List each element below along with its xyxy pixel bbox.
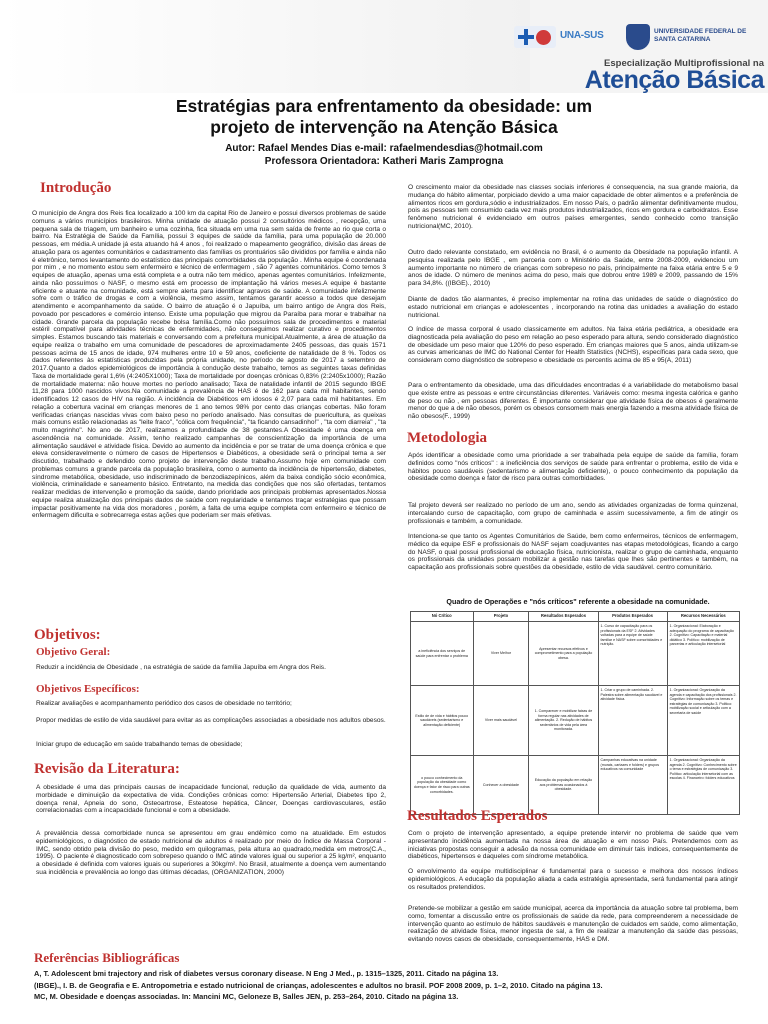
table-header-row (411, 612, 740, 622)
specific-objective-item: Propor medidas de estilo de vida saudável para evitar as as complicações associadas a obesidade nos adultos obesos. (36, 717, 386, 724)
table-cell: o pouco conhecimento da população da obesidade como doença e fator de risco para outras comorbidades. (411, 756, 474, 815)
table-cell: 1. Organizacional: Elaboração e adequação do programa de capacitação 2. Cognitivo: Capacitação e material didático 3. Político: mobilização de parcerias e articulação intersetorial (667, 622, 739, 686)
unasus-logo-text: UNA-SUS (560, 30, 604, 41)
right-paragraph: Outro dado relevante constatado, em evidência no Brasil, é o aumento da Obesidade na população infantil. A pesquisa realizada pelo IBGE , em parceria com o Ministério da Saúde, entre 2008-2009, evidenciou um aumento importante no número de crianças com sobrepeso no país, principalmente na faixa etária entre 5 e 9 anos de idade. O número de meninos acima do peso, mais que dobrou entre 1989 e 2009, passando de 15% para 34,8%. ((IBGE)., 2010) (408, 249, 738, 287)
table-row (411, 756, 740, 815)
column-header: Produtos Esperados (598, 612, 667, 622)
table-cell: 1. Criar o grupo de caminhada. 2. Palestra sobre alimentação saudável e atividade física. (598, 686, 667, 756)
objectives-heading: Objetivos: (34, 627, 101, 643)
table-caption: Quadro de Operações e "nós críticos" referente a obesidade na comunidade. (446, 597, 710, 606)
right-paragraph: O índice de massa corporal é usado classicamente em adultos. Na faixa etária pediátrica, a obesidade era diagnosticada pela avaliação do peso em relação ao peso esperado para altura, sendo considerado diagnóstico de obesidade um peso maior que 120% do peso esperado. Em crianças maiores que 5 anos, ainda utilizam-se as curvas americanas de IMC do National Center for Health Statistics (NCHS), específicas para cada sexo, que consideram como diagnóstico de sobrepeso e obesidade os percentis acima de 85 e 95(A, 2011) (408, 326, 738, 364)
references-heading: Referências Bibliográficas (34, 950, 180, 965)
reference-item: MC, M. Obesidade e doenças associadas. In: Mancini MC, Geloneze B, Salles JEN, p. 253–264, 2010. Citado na página 13. (34, 992, 459, 1001)
general-objective-heading: Objetivo Geral: (36, 646, 111, 658)
specific-objectives-heading: Objetivos Específicos: (36, 683, 140, 695)
ufsc-name: UNIVERSIDADE FEDERAL DE SANTA CATARINA (654, 28, 747, 43)
literature-review-heading: Revisão da Literatura: (34, 761, 180, 777)
reference-item: (IBGE)., I. B. de Geografia e E. Antropometria e estado nutricional de crianças, adolescentes e adultos no brasil. POF 2008 2009, p. 1–2, 2010. Citado na página 13. (34, 980, 603, 990)
title-line-2: projeto de intervenção na Atenção Básica (210, 117, 558, 137)
table-cell: 1. Organizacional: Organização da agenda e capacitação dos profissionais 2. Cognitivo: Informação sobre os temas e estratégias de comunicação 3. Político: mobilização social e articulação com a secretaria de saúde (667, 686, 739, 756)
author-block (60, 142, 708, 168)
specialization-line: Especialização Multiprofissional na (604, 58, 764, 69)
column-header: Projeto (473, 612, 529, 622)
table-row (411, 622, 740, 686)
column-header: Resultados Esperados (529, 612, 598, 622)
methodology-heading: Metodologia (407, 430, 487, 446)
sus-logo (514, 26, 556, 48)
table-cell: Viver mais saudável (473, 686, 529, 756)
column-header: Recursos Necessários (667, 612, 739, 622)
poster-header (0, 0, 768, 93)
table-cell: Campanhas educativas na unidade (murais, cartazes e folders) e grupos educativos na comunidade (598, 756, 667, 815)
references-list (34, 969, 744, 1004)
general-objective-text: Reduzir a incidência de Obesidade , na estratégia de saúde da família Japuíba em Angra dos Reis. (36, 664, 326, 671)
right-paragraph: Diante de dados tão alarmantes, é preciso implementar na rotina das unidades de saúde o diagnóstico do estado nutricional em crianças e adolescentes , incorporando na rotina das unidades a avaliação do estado nutricional. (408, 296, 738, 319)
table-cell: Conhecer a obesidade (473, 756, 529, 815)
specific-objective-item: Iniciar grupo de educação em saúde trabalhando temas de obesidade; (36, 741, 243, 748)
table-cell: a ineficiência dos serviços de saúde para enfrentar o problema (411, 622, 474, 686)
table-cell: 1. Curso de capacitação para os profissionais da ESF 2. Atividades voltadas para a equipe de saúde familiar e NASF sobre comorbidades e nutrição. (598, 622, 667, 686)
intro-paragraph: O município de Angra dos Reis fica localizado a 100 km da capital Rio de Janeiro e possui diversos problemas de saúde comuns a vários municípios brasileiros. Minha unidade de atuação possui 2 consultórios médicos , recepção, uma pequena sala de triagem, um banheiro e uma cozinha, fica situada em uma rua sem saída de frente ao rio que corta o bairro. Na Estratégia de Saúde da Família, possui 3 equipes de saúde da família, para uma população de 20.000 pessoas, em média.A unidade já esta atuando há 4 anos , foi realizado o mapeamento geográfico, divisão das áreas de atuação para os agentes comunitários e cadastramento das famílias os prontuários são divididos por família e ainda não é eletrônico, temos levantamento do estatístico das principais comorbidades da população . Minha equipe é coordenada por mim , e no momento estou sem enfermeiro e técnico de enfermagem , são 7 agentes comunitários. Como temos 3 equipes de atuação, apenas uma está completa e a outra não tem médico, apenas agentes comunitários. Infelizmente, ainda não possuímos o NASF, o mesmo está em processo de implantação há vários meses.A equipe é bastante eficiente e atuante na comunidade, está sempre alerta para identificar agravos de saúde. A comunidade infelizmente sofre com o tráfico de drogas e com a violência, mesmo assim, tentamos garantir acesso a todos que desejam atendimento e acompanhamento da saúde. O bairro de atuação é o Japuíba, um bairro antigo de Angra dos Reis, povoado por pescadores e comércio intenso. Existe uma população que migrou da Paraíba para morar e trabalhar na cidade. Grande parcela da população recebe bolsa família.Como não possuímos sala de procedimentos e material estéril compatível para atividades técnicas de enfermidades, não conseguimos realizar curativo e procedimentos simples. Estamos buscando tais materiais e conversando com a prefeitura municipal.Atualmente, a área de atuação da equipe realiza o trabalho em uma comunidade de pescadores de aproximadamente 2405 pessoas, das quais 1571 pessoas acima de 15 anos de idade, 974 mulheres entre 10 e 59 anos, coeficiente de natalidade de 8 %. Todos os dados referentes às estatísticas produzidas pela própria unidade, no período de agosto de 2017 a setembro de 2017.Quanto a dados epidemiológicos de importância à condução deste trabalho, temos as seguintes taxas definidas Taxa de mortalidade geral 1,6% (4:2405X1000); Taxa de mortalidade por doenças crônicas 0,83% (2:2405x1000); Razão de mortalidade materna: não houve mortes no período analisado; Taxa de natalidade infantil de 2015 segundo IBGE 11,28 para 1000 nascidos vivos.Na comunidade a prevalência de HAS é de 162 para cada mil habitantes, sendo identificados 12 casos de HIV na região. A incidência de Diabéticos em idosos é 2,07 para cada mil habitantes. Em relação a cobertura vacinal em crianças menores de 1 ano temos 98% por cento das crianças cobertas. Não foram verificadas crianças nascidas vivas com baixo peso no período analisado. Nas consultas de puericultura, as queixas mais comuns estão relacionadas as "leite fraco", "cólica com frequência", "ta ficando cansadinho!" , "ta com diarreia" , "ta muito magrinho". No ano de 2017, realizamos a profundidade de 38 gestantes.A Obesidade é uma doença em ascendência na comunidade. Assim, tenho realizado campanhas de conscientização da importância de uma alimentação saudável e atividade física. Devido ao aumento da incidência e por se tratar de uma doença crônica e que eleva consideravelmente o número de casos de Hipertensos e Diabéticos, a obesidade será o principal tema a ser discutido, trabalhado e defendido como projeto de intervenção deste trabalho.Assumo hoje em comunidade com problemas comuns a grande parcela da população brasileira, como o aumento da incidência de hipertensão, diabetes, síndrome metabólica, obesidade, uso indiscriminado de benzodiazepínicos, além da baixa condição sócio econômica, violência, criminalidade e saneamento básico. Entretanto, na medida das condições que nos são ofertadas, tentamos realizar medidas de intervenção e promoção da saúde, dando prioridade aos principais problemas apresentados.Nossa equipe realiza atualização dos principais dados de saúde com regularidade e tentamos traçar estratégias que possam impactar positivamente na vida dos moradores , porém, a falta de uma equipe completa com enfermeiro e técnico de enfermagem dificulta e sobrecarrega estas ações que poderiam ser mais efetivas. (32, 210, 386, 520)
cross-icon (518, 29, 534, 45)
table-row (411, 686, 740, 756)
specific-objective-item: Realizar avaliações e acompanhamento periódico dos casos de obesidade no território; (36, 700, 292, 707)
results-paragraph: O envolvimento da equipe multidisciplinar é fundamental para o sucesso e melhora dos nossos índices epidemiológicos. A educação da população aliada a cada estratégia apresentada, será fundamental para atingir os resultados pretendidos. (408, 868, 738, 891)
methodology-paragraph: Intenciona-se que tanto os Agentes Comunitários de Saúde, bem como enfermeiros, técnicos de enfermagem, médico da equipe ESF e profissionais do NASF sejam coadjuvantes nas etapas metodológicas, ficando a cargo do NASF, o qual possui profissional de educação física, nutricionista, realizar o grupo de caminhada, enquanto os profissionais da unidades possam mobilizar a gestão nas tarefas que lhes são pertinentes e também, na capacitação aos profissionais sobre questões da obesidade, estilo de vida saudável. centro comunitário. (408, 533, 738, 571)
poster-title (60, 96, 708, 138)
author-line: Autor: Rafael Mendes Dias e-mail: rafaelmendesdias@hotmail.com (225, 143, 543, 154)
table-cell: Educação da população em relação aos problemas ocasionados à obesidade. (529, 756, 598, 815)
reference-item: A, T. Adolescent bmi trajectory and risk of diabetes versus coronary disease. N Eng J Med., p. 1315–1325, 2011. Citado na página 13. (34, 969, 499, 978)
column-header: Nó Crítico (411, 612, 474, 622)
review-paragraph: A obesidade é uma das principais causas de incapacidade funcional, redução da qualidade de vida, aumento da morbidade e diminuição da expectativa de vida. Condições crônicas como: Hipertensão Arterial, Diabetes tipo 2, doença renal, Apneia do sono, Osteoartrose, Esteatose hepática, Câncer, Doenças cardiovasculares, estão correlacionadas com a incapacidade funcional e com a obesidade. (36, 784, 386, 815)
results-paragraph: Com o projeto de intervenção apresentado, a equipe pretende intervir no problema de saúde que vem apresentando incidência aumentada na nossa área de atuação e em nosso País. Pretendemos com as iniciativas propostas conseguir a adesão da nossa comunidade em diminuir tais índices, consequentemente de diabéticos, hipertensos e daqueles com síndrome metabólica. (408, 830, 738, 861)
heart-icon (536, 30, 551, 45)
advisor-line: Professora Orientadora: Katheri Maris Zamprogna (264, 156, 504, 167)
results-paragraph: Pretende-se mobilizar a gestão em saúde municipal, acerca da importância da atuação sobre tal problema, bem como, fomentar a discussão entre os profissionais de saúde da rede, para compreenderem a necessidade de intervenção quanto ao estímulo de hábitos saudáveis e manutenção de cuidados em saúde, como alimentação, realização de atividade física, menor ingesta de sal, a fim de realizar a manutenção da saúde das pessoas, evitando novos casos de obesidade, consequentemente, HAS e DM. (408, 905, 738, 943)
review-paragraph: A prevalência dessa comorbidade nunca se apresentou em grau endêmico como na atualidade. Em estudos epidemiológicos, o diagnóstico de estado nutricional de adultos é realizado por meio do Índice de Massa Corporal - IMC, sendo obtido pela divisão do peso, medido em quilogramas, pela altura ao quadrado,medida em metros(C.A., 1995). O paciente é diagnosticado com sobrepeso quando o IMC atinde valores igual ou superior a 25 kg/m², enquanto a obesidade é definida com valores iguais ou superiores a 30kg/m². No Brasil, atualmente a doença vem aumentando sua incidência e prevalência ao longo das últimas décadas, (ORGANIZATION, 2000) (36, 830, 386, 876)
right-paragraph: O crescimento maior da obesidade nas classes sociais inferiores é consequencia, na sua grande maioria, da mudança do hábito alimentar, porpiciado devido a uma maior capacidade de obter alimentos e a preferência de alimentos ricos em gordura,sódio e industrializados. Em nosso País, o padrão alimentar definitivamente mudou, pois as pessoas tem consumido cada vez mais produtos industrializados, ricos em gordura e carboidratos. Esse fenômeno nutricional é evidenciado em outros países emergentes, sendo conhecido como transição nutricional(MC, 2010). (408, 184, 738, 230)
right-paragraph: Para o enfrentamento da obesidade, uma das dificuldades encontradas é a variabilidade do metabolismo basal que existe entre as pessoas e entre circunstâncias diferentes. Variáveis como: mesma ingesta calórica e ganho de peso ou não , em pessoas diferentes. É importante considerar que atividade física de obesos é geralmente menor do que a de não obesos, porém os obesos consomem mais energia fazendo a mesma atividade física de não obesos(F., 1999) (408, 382, 738, 420)
table-cell: Viver Melhor (473, 622, 529, 686)
methodology-paragraph: Tal projeto deverá ser realizado no período de um ano, sendo as atividades organizadas de forma quinzenal, intercalando curso de capacitação, com grupo de caminhada e assim sucessivamente, a fim de atingir os profissionais e também, a comunidade. (408, 502, 738, 525)
table-cell: 1. Organizacional: Organização da agenda 2. Cognitivo: Conhecimento sobre o tema e estratégias de comunicação 3. Político: articulação intersetorial com as escolas 4. Financeiro: folders educativos (667, 756, 739, 815)
methodology-paragraph: Após identificar a obesidade como uma prioridade a ser trabalhada pela equipe de saúde da família, foram definidos como "nós críticos" : a ineficiência dos serviços de saúde para enfrentar o problema, estilo de vida e hábitos pouco saudáveis (sedentarismo e alimentação deficiente), o pouco conhecimento da população da obesidade como doença e fator de risco para outras comorbidades. (408, 452, 738, 483)
table-cell: Estilo de de vida e hábitos pouco saudáveis (sedentarismo e alimentação deficiente) (411, 686, 474, 756)
table-cell: Apresentar recursos efetivos e comprometimento para a população obesa. (529, 622, 598, 686)
intro-heading: Introdução (40, 180, 112, 196)
ufsc-seal-icon (626, 24, 650, 50)
title-line-1: Estratégias para enfrentamento da obesidade: um (175, 96, 593, 116)
expected-results-heading: Resultados Esperados (407, 808, 548, 824)
operations-table (410, 611, 740, 815)
header-banner (0, 0, 530, 93)
program-name: Atenção Básica (584, 66, 764, 94)
table-cell: 1. Comparecer e mobilizar faixas de forma regular nas atividades de alimentação. 2. Redução de hábitos sedentários de vida pela área monitorada. (529, 686, 598, 756)
